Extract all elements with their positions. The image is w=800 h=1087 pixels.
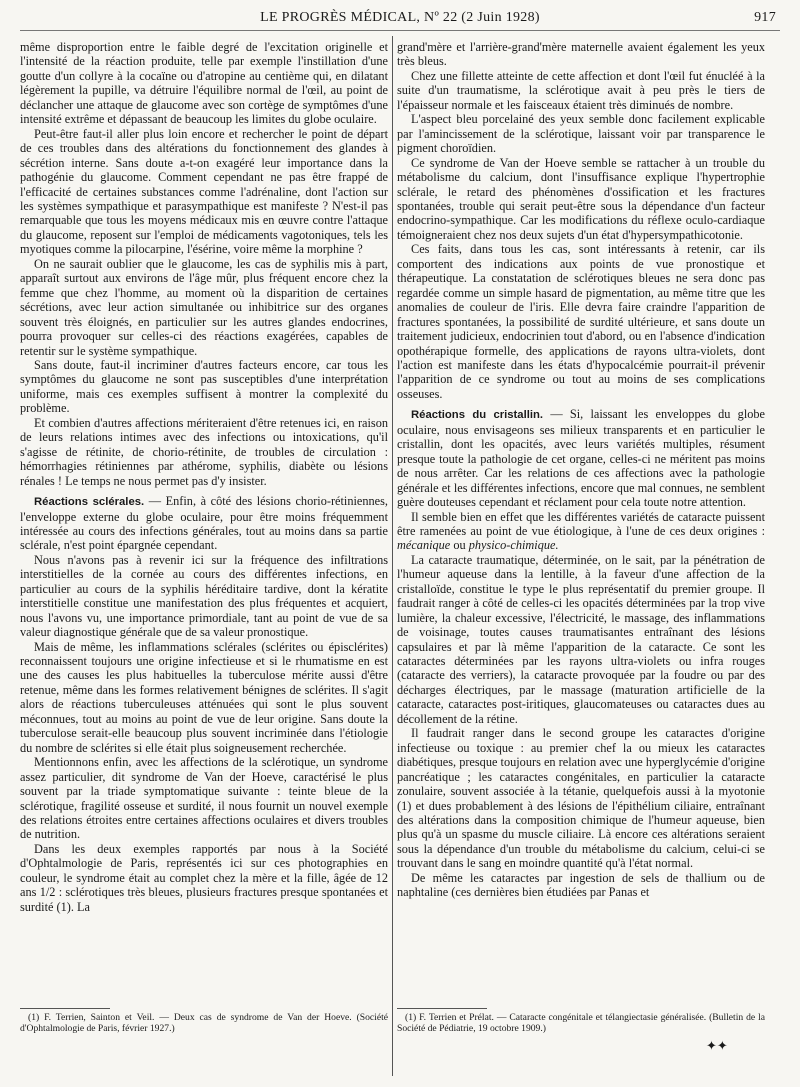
section-heading-cristallin: Réactions du cristallin.: [411, 409, 544, 422]
paragraph: Mentionnons enfin, avec les affections de la sclérotique, un syndrome assez particulier, dit syndrome de Van der Hoeve, caractérisé le plus souvent par la triade symptomatique suivante : teinte bleue de la sclérotique, fragilité osseuse et surdité, il nous fournit un nouvel exemple des relations étroites entre certaines affections oculaires et divers troubles de nutrition.: [20, 755, 388, 842]
paragraph: Nous n'avons pas à revenir ici sur la fréquence des infiltrations interstitielles de la cornée au cours des différentes infections, en particulier au cours de la syphilis héréditaire tardive, dont la kératite interstitielle constitue une manifestation des plus fréquentes et acquiert, nous l'avons vu, une importance primordiale, tant au point de vue de sa valeur diagnostique générale que de sa valeur pronostique.: [20, 552, 388, 640]
paragraph: Mais de même, les inflammations sclérales (sclérites ou épisclérites) reconnaissent toujours une origine infectieuse et si le rhumatisme en est une des causes les plus habituelles la tuberculose mérite aussi d'être retenue, même dans les formes relativement bénignes de sclérites. Il s'agit alors de réactions tuberculeuses atténuées qui sont le plus souvent méconnues, tout au moins au point de vue de leur origine. Sans doute la tuberculose serait-elle beaucoup plus souvent incriminée dans l'étiologie du nombre de sclérites si elle était plus soigneusement recherchée.: [20, 639, 388, 755]
section-heading-sclerales: Réactions sclérales.: [34, 496, 145, 509]
journal-title: LE PROGRÈS MÉDICAL, Nº 22 (2 Juin 1928): [260, 10, 540, 25]
paragraph: On ne saurait oublier que le glaucome, les cas de syphilis mis à part, apparaît surtout aux environs de l'âge mûr, plus fréquent encore chez la femme que chez l'homme, au moment où la disparition de certaines sécrétions, avec leur action simultanée ou inhibitrice sur des organes souvent très éloignés, en particulier sur les autres glandes endocrines, pourra provoquer sur celles-ci des réactions exagérées, capables de retentir sur le système sympathique.: [20, 256, 388, 358]
paragraph: L'aspect bleu porcelainé des yeux semble donc facilement explicable par l'amincissement de la sclérotique, laissant voir par transparence le pigment choroïdien.: [397, 112, 765, 156]
footnote-right: [397, 1012, 765, 1034]
italic-term: physico-chimique.: [468, 538, 559, 553]
paragraph: même disproportion entre le faible degré de l'excitation originelle et l'intensité de la réaction produite, telle par exemple l'instillation d'une goutte d'un collyre à la cocaïne ou d'atropine au centième qui, en dilatant légèrement la pupille, va détruire l'équilibre normal de l'œil, au point de déclancher une attaque de glaucome avec son cortège de symptômes d'une intensité extrême et dépassant de beaucoup les limites du globe oculaire.: [20, 40, 388, 127]
text: ou: [453, 538, 466, 553]
footnote-text: (1) F. Terrien, Sainton et Veil. — Deux cas de syndrome de Van der Hoeve. (Société d'Ophtalmologie de Paris, février 1927.): [20, 1012, 388, 1034]
footnote-text: (1) F. Terrien et Prélat. — Cataracte congénitale et télangiectasie généralisée. (Bulletin de la Société de Pédiatrie, 19 octobre 1909.): [397, 1012, 765, 1034]
end-ornament: ✦✦: [706, 1039, 728, 1054]
footnote-rule: [397, 1008, 487, 1009]
paragraph: Sans doute, faut-il incriminer d'autres facteurs encore, car tous les symptômes du glaucome ne sont pas susceptibles d'une interprétation uniforme, mais ces exemples suffisent à montrer la complexité du problème.: [20, 357, 388, 416]
paragraph: Et combien d'autres affections mériteraient d'être retenues ici, en raison de leurs relations intimes avec des infections ou intoxications, qu'il s'agisse de rétinite, de chorio-rétinite, de troubles de circulation : hémorrhagies rétiniennes par athérome, syphilis, diabète ou lésions rénales ! Le temps ne nous permet pas d'y insister.: [20, 415, 388, 488]
paragraph: Dans les deux exemples rapportés par nous à la Société d'Ophtalmologie de Paris, représentés ici sur ces photographies en couleur, le syndrome était au complet chez la mère et la fille, âgée de 12 ans 1/2 : sclérotiques très bleues, plusieurs fractures presque spontanées et surdité (1). La: [20, 841, 388, 914]
italic-term: mécanique: [397, 538, 451, 553]
section-text: — Enfin, à côté des lésions chorio-rétiniennes, l'enveloppe externe du globe oculaire, pour être moins fréquemment intéressée au cours des infections générales, tout au moins dans sa partie sclérale, n'est point épargnée cependant.: [20, 494, 388, 553]
paragraph: La cataracte traumatique, déterminée, on le sait, par la pénétration de l'humeur aqueuse dans la lentille, à la faveur d'une affection de la cristalloïde, constitue le type le plus représentatif du premier groupe. Il faudrait ranger à côté de celles-ci les opacités déterminées par la trop vive lumière, la chaleur excessive, l'électricité, le massage, des inflammations de voisinage, toutes causes traumatisantes entraînant des lésions capsulaires et par là même l'apparition de la cataracte. Ce sont les cataractes déterminées par les rayons ultra-violets ou infra rouges (cataracte des verriers), la cataracte provoquée par la foudre ou par des décharges électriques, par le massage (maturation artificielle de la cataracte, cataractes post-iritiques, glaucomateuses ou cataractes dues au décollement de la rétine.: [397, 552, 765, 726]
text: Il semble bien en effet que les différentes variétés de cataracte puissent être ramenées au point de vue étiologique, à l'une de ces deux origines :: [397, 509, 765, 538]
paragraph: Il faudrait ranger dans le second groupe les cataractes d'origine infectieuse ou toxique : au premier chef la ou mieux les cataractes diabétiques, presque toujours en relation avec une hyperglycémie d'origine pancréatique ; les cataractes congénitales, en particulier la cataracte zonulaire, souvent associée à la tétanie, quelquefois aussi à la myotonie (1) et dues probablement à des lésions de l'épithélium ciliaire, entraînant des altérations dans la composition chimique de l'humeur aqueuse, bien plus qu'à un spasme du muscle ciliaire. Là encore ces altérations seraient sous la dépendance d'un trouble du métabolisme du calcium, celui-ci se trouvant dans le sang en moindre quantité qu'à l'état normal.: [397, 726, 765, 871]
footnote-left: [20, 1012, 388, 1034]
running-header: [20, 10, 780, 32]
paragraph: grand'mère et l'arrière-grand'mère maternelle avaient également les yeux très bleus.: [397, 40, 765, 69]
paragraph: Peut-être faut-il aller plus loin encore et rechercher le point de départ de ces troubles dans des altérations du fonctionnement des glandes à sécrétion interne. Sans doute a-t-on exagéré leur importance dans la pathogénie du glaucome. Comment cependant ne pas être frappé de l'efficacité de certaines substances comme l'adrénaline, dont l'action sur les systèmes sympathique et parasympathique est manifeste ? N'est-il pas remarquable que tous les moyens médicaux mis en œuvre contre l'attaque du glaucome, reposent sur l'emploi de médicaments vagotoniques, tels les myotiques comme la pilocarpine, l'ésérine, voire même la morphine ?: [20, 126, 388, 257]
section-paragraph: [20, 494, 388, 553]
page-number: 917: [754, 10, 776, 25]
section-paragraph: [397, 407, 765, 509]
left-column: [20, 40, 388, 1008]
header-rule: [20, 30, 780, 31]
column-divider: [392, 36, 393, 1076]
paragraph: Ces faits, dans tous les cas, sont intéressants à retenir, car ils comportent des indications aux points de vue pronostique et thérapeutique. La constatation de sclérotiques bleues ne sera donc pas regardée comme un simple hasard de pigmentation, au même titre que les anomalies de couleur de l'iris. Elle devra faire craindre l'apparition de fractures spontanées, la possibilité de surdité ultérieure, et sans doute un traitement judicieux, endocrinien tout d'abord, ou en l'absence d'indication opothérapique formelle, des applications de rayons ultra-violets, dont l'action est manifeste dans les états d'hypocalcémie pourrait-il prévenir l'apparition de ce syndrome ou tout au moins de ses complications osseuses.: [397, 242, 765, 401]
paragraph: Chez une fillette atteinte de cette affection et dont l'œil fut énucléé à la suite d'un traumatisme, la sclérotique avait à peu près le tiers de l'épaisseur normale et les faisceaux étaient très diminués de nombre.: [397, 68, 765, 112]
right-column: [397, 40, 765, 1008]
section-text: — Si, laissant les enveloppes du globe oculaire, nous envisageons ses milieux transparents et en particulier le cristallin, dont les opacités, avec leurs variétés multiples, résument presque toute la pathologie de cet organe, celles-ci ne méritent pas moins de nous arrêter. Car les relations de ces affections avec la pathologie générale et les différentes infections, encore que mal connues, ne semblent guère douteuses cependant et réclament pour cela toute notre attention.: [397, 407, 765, 510]
footnote-rule: [20, 1008, 110, 1009]
paragraph: Ce syndrome de Van der Hoeve semble se rattacher à un trouble du métabolisme du calcium, dont l'insuffisance explique l'hypertrophie sclérale, le retard des phénomènes d'ossification et les fractures spontanées, trouble qui serait peut-être sous la dépendance d'un facteur endocrino-sympathique. Car les modifications du réflexe oculo-cardiaque témoigneraient chez nos deux sujets d'un état d'hypersympathicotonie.: [397, 155, 765, 242]
paragraph: De même les cataractes par ingestion de sels de thallium ou de naphtaline (ces dernières bien étudiées par Panas et: [397, 870, 765, 900]
paragraph: [397, 510, 765, 553]
